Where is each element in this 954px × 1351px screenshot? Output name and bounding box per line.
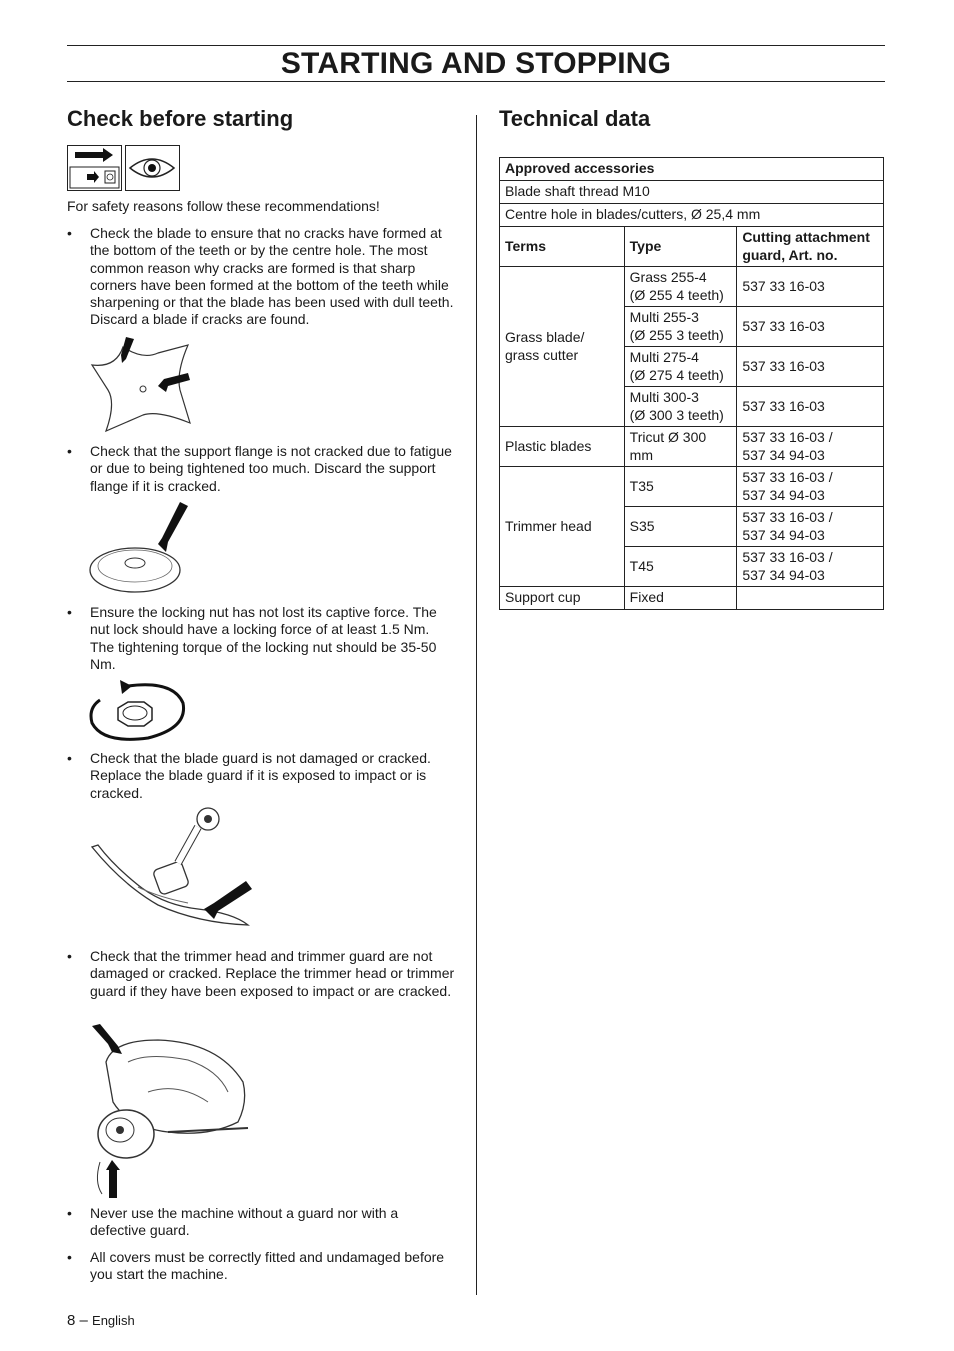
bullet-text: Check that the support flange is not cracked due to fatigue or due to being tightened too much. Discard the support flange if it is cracked. [90,443,452,494]
art-cell: 537 33 16-03 [737,267,884,307]
bullet-covers [67,1249,457,1285]
page-footer [67,1312,135,1329]
art-cell [737,547,884,587]
art-line: 537 33 16-03 / [742,549,833,565]
technical-data-table [499,157,884,610]
art-line: 537 34 94-03 [742,446,825,463]
page-title: STARTING AND STOPPING [280,47,672,80]
bullet-dot: • [67,1205,72,1221]
intro-text: For safety reasons follow these recommendations! [67,198,380,214]
col-header-guard: Cutting attachment guard, Art. no. [737,227,884,267]
blade-illustration-icon [88,335,198,435]
art-cell: 537 33 16-03 [737,307,884,347]
type-line: (Ø 255 3 teeth) [629,326,724,343]
bullet-text: Check that the blade guard is not damaged or cracked. Replace the blade guard if it is exposed to impact or is cracked. [90,750,431,801]
bullet-blade-cracks [67,225,457,329]
support-art-cell [737,587,884,610]
art-line: 537 34 94-03 [742,566,825,583]
type-line: (Ø 255 4 teeth) [629,286,724,303]
title-bottom-rule [67,81,885,82]
check-heading: Check before starting [67,106,294,131]
technical-data-heading: Technical data [499,106,651,131]
bullet-text: Check that the trimmer head and trimmer guard are not damaged or cracked. Replace the trimmer head or trimmer guard if they have been exposed to impact or are cracked. [90,948,455,999]
approved-accessories-cell: Approved accessories [500,158,884,181]
bullet-dot: • [67,750,72,766]
support-type-cell: Fixed [624,587,737,610]
type-line: Grass 255-4 [629,269,707,285]
art-line: 537 33 16-03 / [742,469,833,485]
type-line: (Ø 275 4 teeth) [629,366,724,383]
plastic-type-cell: Tricut Ø 300 mm [624,427,737,467]
trimmer-term-cell: Trimmer head [500,467,625,587]
bullet-text: All covers must be correctly fitted and undamaged before you start the machine. [90,1249,445,1283]
bullet-dot: • [67,948,72,964]
support-flange-illustration-icon [88,500,198,598]
support-term-cell: Support cup [500,587,625,610]
locking-nut-illustration-icon [88,678,188,746]
col-header-terms: Terms [500,227,625,267]
centre-hole-cell: Centre hole in blades/cutters, Ø 25,4 mm [500,204,884,227]
type-cell [624,387,737,427]
column-divider [476,115,477,1295]
col-header-type: Type [624,227,737,267]
type-cell: S35 [624,507,737,547]
footer-language: English [92,1313,135,1328]
grass-term-cell: Grass blade/ grass cutter [500,267,625,427]
table-row [500,158,884,181]
type-line: Multi 255-3 [629,309,699,325]
table-row [500,267,884,307]
thread-cell: Blade shaft thread M10 [500,181,884,204]
table-row [500,467,884,507]
trimmer-head-illustration-icon [88,1022,253,1200]
type-line: Multi 300-3 [629,389,699,405]
bullet-dot: • [67,604,72,620]
art-cell [737,507,884,547]
type-cell [624,307,737,347]
bullet-text: Check the blade to ensure that no cracks have formed at the bottom of the teeth or by the centre hole. The most common reason why cracks are formed is that sharp corners have been formed at the bottom of the teeth while sharpening or that the blade has been used with dull teeth. Discard a blade if cracks are found. [90,225,454,328]
type-cell: T35 [624,467,737,507]
art-cell [737,467,884,507]
bullet-no-guard [67,1205,457,1241]
bullet-text: Never use the machine without a guard nor with a defective guard. [90,1205,399,1239]
bullet-trimmer-head [67,948,457,1018]
page-number: 8 – [67,1312,88,1329]
safety-symbols-icon [67,145,181,191]
bullet-support-flange [67,443,457,495]
type-cell: T45 [624,547,737,587]
bullet-dot: • [67,1249,72,1265]
table-row [500,204,884,227]
art-line: 537 33 16-03 / [742,429,833,445]
type-cell [624,267,737,307]
bullet-dot: • [67,225,72,241]
bullet-locking-nut [67,604,457,674]
blade-guard-illustration-icon [88,805,258,943]
bullet-blade-guard [67,750,457,802]
table-row [500,427,884,467]
art-cell [737,427,884,467]
art-line: 537 33 16-03 / [742,509,833,525]
art-line: 537 34 94-03 [742,486,825,503]
art-cell: 537 33 16-03 [737,387,884,427]
plastic-term-cell: Plastic blades [500,427,625,467]
table-header-row [500,227,884,267]
title-top-rule [67,45,885,46]
table-row [500,181,884,204]
type-line: (Ø 300 3 teeth) [629,406,724,423]
art-cell: 537 33 16-03 [737,347,884,387]
bullet-text: Ensure the locking nut has not lost its captive force. The nut lock should have a locking force of at least 1.5 Nm. The tightening torque of the locking nut should be 35-50 Nm. [90,604,437,672]
type-cell [624,347,737,387]
art-line: 537 34 94-03 [742,526,825,543]
bullet-dot: • [67,443,72,459]
type-line: Multi 275-4 [629,349,699,365]
table-row [500,587,884,610]
